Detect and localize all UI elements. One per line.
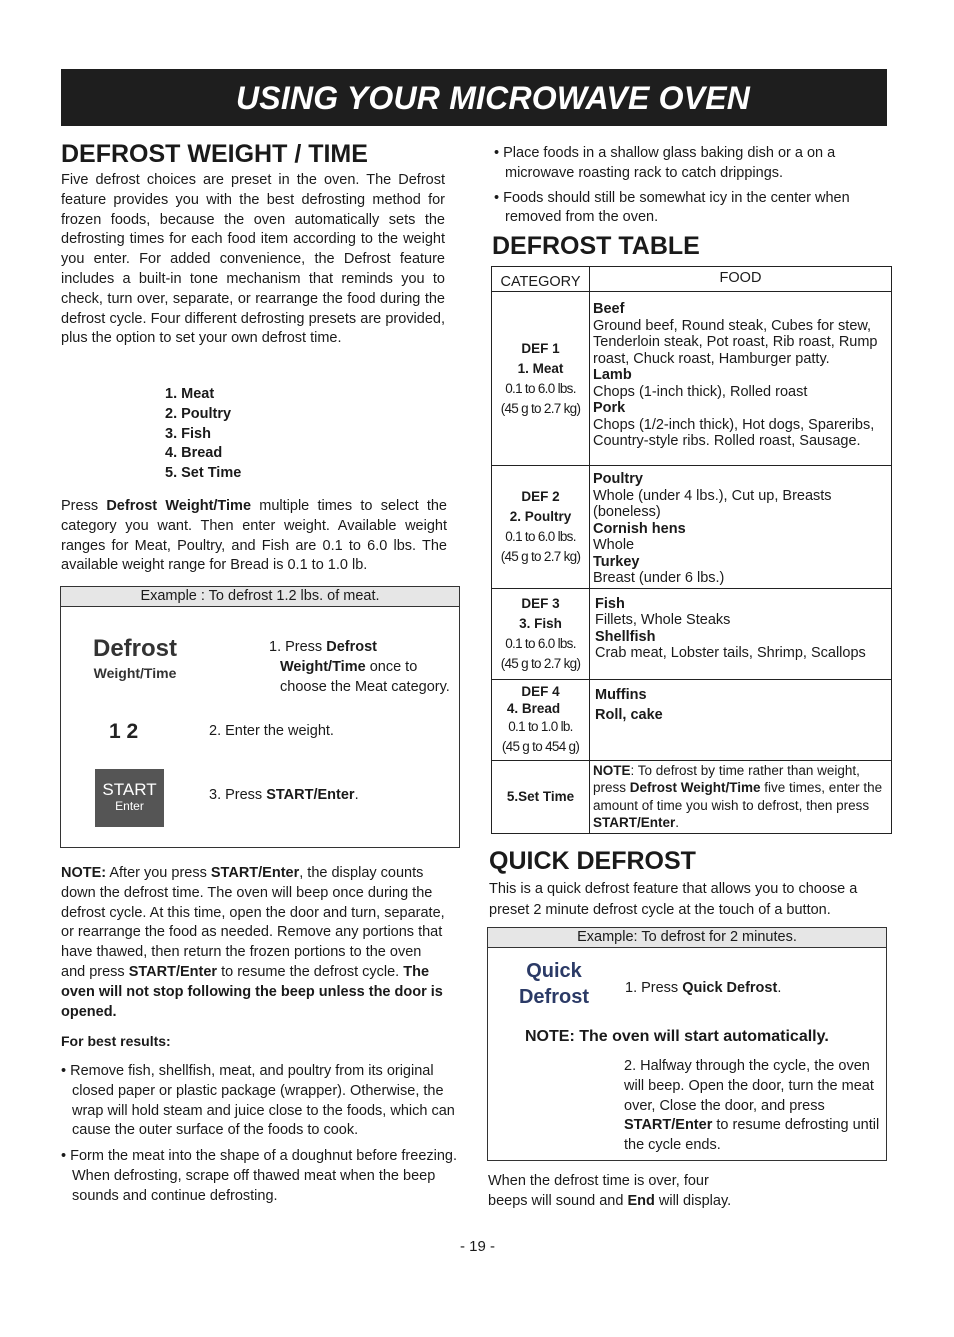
list-item: • Form the meat into the shape of a doughnut before freezing. When defrosting, scrape off thawed meat when the beep sounds and continue defrosting. <box>61 1148 458 1204</box>
category-cell: DEF 3 3. Fish 0.1 to 6.0 lbs. (45 g to 2.7 kg) <box>492 588 590 679</box>
table-row <box>492 588 892 679</box>
quick-defrost-heading: QUICK DEFROST <box>489 847 696 875</box>
list-item: 5. Set Time <box>165 465 242 482</box>
defrost-choices-list <box>165 385 285 484</box>
defrost-table <box>491 266 892 834</box>
defrost-table-heading: DEFROST TABLE <box>492 232 700 260</box>
start-enter-key[interactable] <box>95 769 164 827</box>
defrost-weight-time-key[interactable] <box>87 635 183 683</box>
list-item: 2. Poultry <box>165 405 232 422</box>
best-results-list <box>61 1062 461 1207</box>
start-key-line1: START <box>102 780 157 799</box>
category-cell: DEF 1 1. Meat 0.1 to 6.0 lbs. (45 g to 2.7 kg) <box>492 292 590 466</box>
example-step-3: 3. Press START/Enter. <box>209 787 359 803</box>
example-step-1: 1. Press Defrost Weight/Time once to choose the Meat category. <box>269 639 450 695</box>
example-defrost-box <box>60 586 460 848</box>
display-digits: 1 2 <box>109 720 139 743</box>
page-title: USING YOUR MICROWAVE OVEN <box>236 80 751 116</box>
list-item: 1. Meat <box>165 386 215 402</box>
food-cell: Poultry Whole (under 4 lbs.), Cut up, Breasts (boneless) Cornish hens Whole Turkey Breast (under 6 lbs.) <box>590 466 892 589</box>
defrost-key-line1: Defrost <box>92 635 177 662</box>
table-row <box>492 679 892 760</box>
list-item: 3. Fish <box>165 425 211 442</box>
title-banner <box>61 69 887 126</box>
defrost-press-paragraph: Press Defrost Weight/Time multiple times to select the category you want. Then enter weight. Available weight ranges for Meat, Poultry, and Fish are 0.1 to 6.0 lbs. The available weight range for Bread is 0.1 to 1.0 lb. <box>61 498 447 574</box>
start-key-line2: Enter <box>115 799 144 813</box>
quick-defrost-key[interactable] <box>508 958 600 1010</box>
category-cell: DEF 4 4. Bread 0.1 to 1.0 lb. (45 g to 454 g) <box>492 679 590 760</box>
example-quick-header: Example: To defrost for 2 minutes. <box>488 928 886 948</box>
defrost-weight-intro: Five defrost choices are preset in the oven. The Defrost feature provides you with the best defrosting method for frozen foods, because the oven automatically sets the defrosting times for each food item according to the weight you enter. For added convenience, the Defrost feature includes a built-in tone mechanism that reminds you to check, turn over, separate, or rearrange the food during the defrost cycle. Four different defrosting presets are provided, plus the option to set your own defrost time. <box>61 172 445 347</box>
list-item: • Place foods in a shallow glass baking dish or a on a microwave roasting rack to catch drippings. <box>494 145 836 181</box>
example-step-2: 2. Enter the weight. <box>209 723 334 739</box>
table-row <box>492 760 892 833</box>
table-row <box>492 292 892 466</box>
page-number: - 19 - <box>460 1238 496 1255</box>
column-header-food: FOOD <box>590 267 892 292</box>
example-defrost-header: Example : To defrost 1.2 lbs. of meat. <box>61 587 459 607</box>
defrost-weight-heading: DEFROST WEIGHT / TIME <box>61 140 368 168</box>
food-cell: NOTE: To defrost by time rather than weight, press Defrost Weight/Time five times, enter the amount of time you wish to defrost, then press START/Enter. <box>590 760 892 833</box>
list-item: • Foods should still be somewhat icy in the center when removed from the oven. <box>494 189 850 226</box>
list-item: 4. Bread <box>165 445 223 462</box>
defrost-key-line2: Weight/Time <box>93 665 177 681</box>
quick-defrost-end-text: When the defrost time is over, four beeps will sound and End will display. <box>488 1173 732 1209</box>
best-results-heading: For best results: <box>61 1033 171 1049</box>
food-cell: Beef Ground beef, Round steak, Cubes for stew, Tenderloin steak, Pot roast, Rib roast, Rump roast, Chuck roast, Hamburger patty. Lamb Chops (1-inch thick), Rolled roast Pork Chops (1/2-inch thick), Hot dogs, Spareribs, Country-style ribs. Rolled roast, Sausage. <box>590 292 892 466</box>
table-row <box>492 466 892 589</box>
quick-key-line2: Defrost <box>518 986 589 1008</box>
food-cell: Muffins Roll, cake <box>590 679 892 760</box>
category-cell: DEF 2 2. Poultry 0.1 to 6.0 lbs. (45 g to 2.7 kg) <box>492 466 590 589</box>
example-quick-defrost-box <box>487 927 887 1161</box>
quick-defrost-intro: This is a quick defrost feature that allows you to choose a preset 2 minute defrost cycle at the touch of a button. <box>489 881 858 918</box>
list-item: • Remove fish, shellfish, meat, and poultry from its original closed paper or plastic package (wrapper). Otherwise, the wrap will hold steam and juice close to the foods, which can cause the outer surface of the foods to cook. <box>61 1063 455 1139</box>
placement-tips-list <box>494 144 888 228</box>
defrost-note: NOTE: After you press START/Enter, the display counts down the defrost time. The oven will beep once during the defrost cycle. At this time, open the door and turn, separate, or rearrange the food as needed. Remove any portions that have thawed, then return the frozen portions to the oven and press START/Enter to resume the defrost cycle. The oven will not stop following the beep unless the door is opened. <box>61 865 445 1020</box>
food-cell: Fish Fillets, Whole Steaks Shellfish Crab meat, Lobster tails, Shrimp, Scallops <box>590 588 892 679</box>
quick-step-2: 2. Halfway through the cycle, the oven will beep. Open the door, turn the meat over, Close the door, and press START/Enter to resume defrosting until the cycle ends. <box>624 1058 880 1154</box>
quick-step-1: 1. Press Quick Defrost. <box>625 980 782 996</box>
quick-key-line1: Quick <box>526 960 582 982</box>
category-cell: 5.Set Time <box>492 760 590 833</box>
column-header-category: CATEGORY <box>492 267 590 292</box>
quick-auto-note: NOTE: The oven will start automatically. <box>525 1028 829 1045</box>
table-row <box>492 267 892 292</box>
